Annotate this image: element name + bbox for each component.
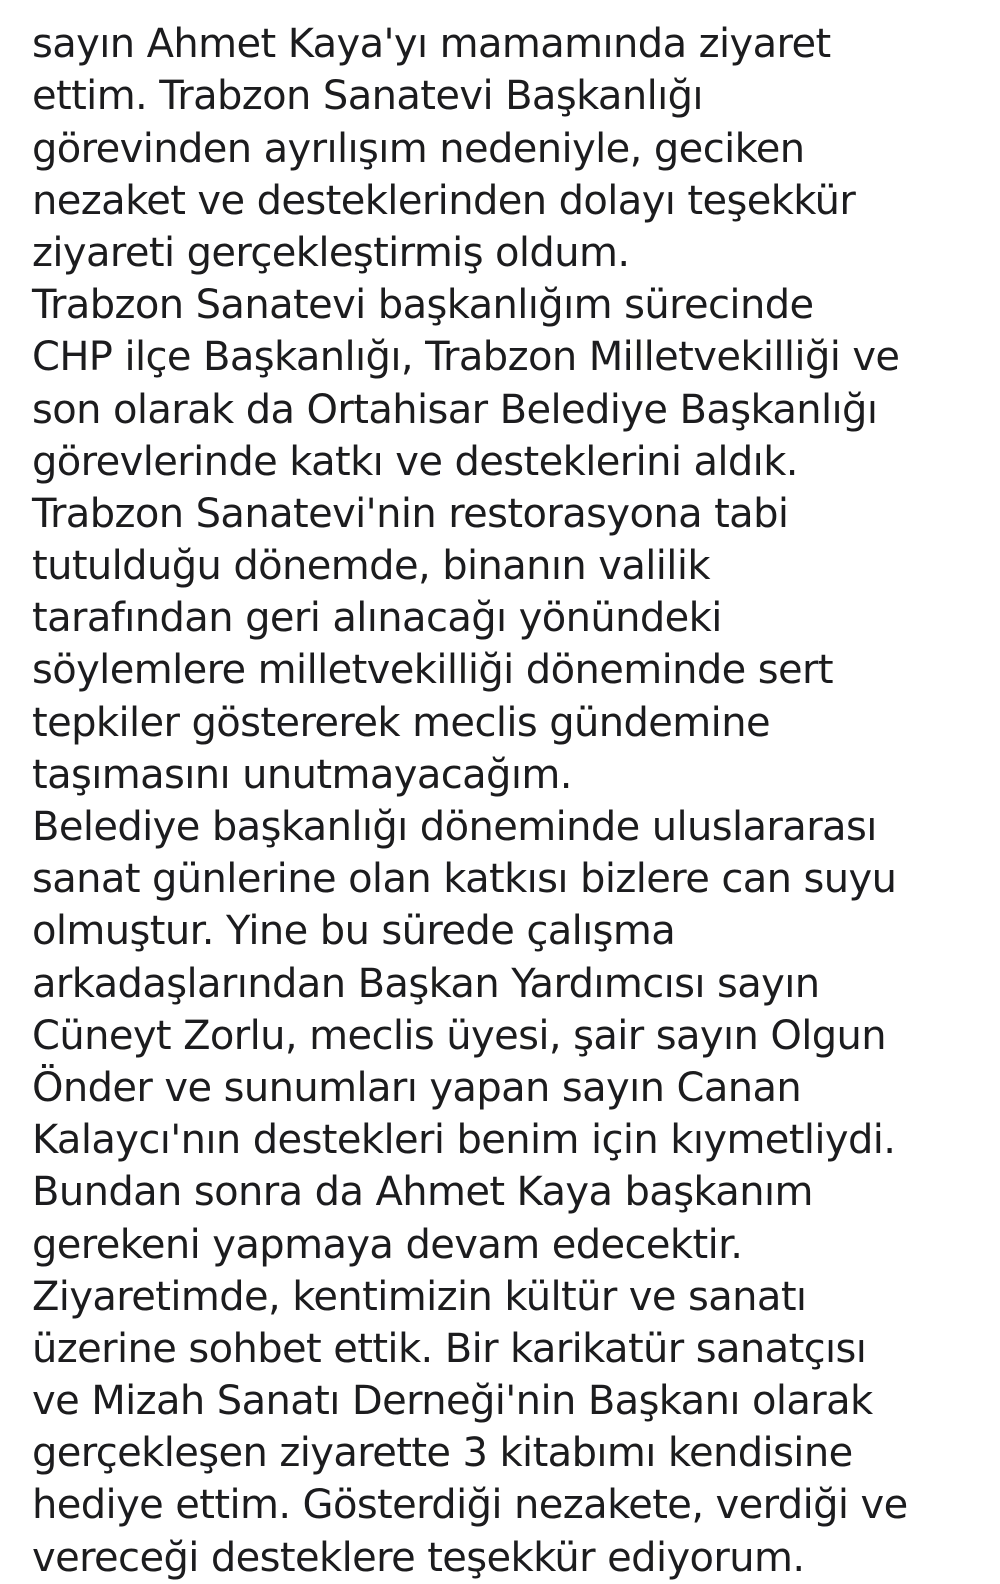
post-text-line-cut-top: [32, 0, 992, 18]
post-text-line: nezaket ve desteklerinden dolayı teşekkür: [32, 177, 856, 224]
post-text-line: taşımasını unutmayacağım.: [32, 751, 572, 798]
post-text-line: gerçekleşen ziyarette 3 kitabımı kendisine: [32, 1430, 853, 1477]
post-text-line: sayın Ahmet Kaya'yı mamamında ziyaret: [32, 21, 831, 68]
post-text-line: hediye ettim. Gösterdiği nezakete, verdiği ve: [32, 1482, 908, 1529]
post-text-line: ettim. Trabzon Sanatevi Başkanlığı: [32, 73, 703, 120]
post-text-line: tarafından geri alınacağı yönündeki: [32, 595, 722, 642]
post-text-line: Cüneyt Zorlu, meclis üyesi, şair sayın Olgun: [32, 1012, 887, 1059]
post-text-line: olmuştur. Yine bu sürede çalışma: [32, 908, 676, 955]
post-text-line: vereceği desteklere teşekkür ediyorum.: [32, 1534, 805, 1581]
post-text-line: arkadaşlarından Başkan Yardımcısı sayın: [32, 960, 820, 1007]
post-text-line: görevlerinde katkı ve desteklerini aldık.: [32, 438, 798, 485]
post-text-line: Belediye başkanlığı döneminde uluslararası: [32, 804, 877, 850]
post-text-line: Trabzon Sanatevi'nin restorasyona tabi: [32, 490, 789, 537]
post-text-line: sanat günlerine olan katkısı bizlere can suyu: [32, 856, 897, 903]
post-text-line: ve Mizah Sanatı Derneği'nin Başkanı olarak: [32, 1378, 873, 1425]
post-text-body: [32, 0, 992, 1584]
post-text-line: tepkiler göstererek meclis gündemine: [32, 699, 770, 746]
post-text-line: Kalaycı'nın destekleri benim için kıymetliydi.: [32, 1117, 896, 1164]
post-text-line: üzerine sohbet ettik. Bir karikatür sanatçısı: [32, 1325, 867, 1372]
post-text-line: Bundan sonra da Ahmet Kaya başkanım: [32, 1169, 813, 1216]
post-text-line: CHP ilçe Başkanlığı, Trabzon Milletvekilliği ve: [32, 334, 900, 381]
post-text-line: Trabzon Sanatevi başkanlığım sürecinde: [32, 282, 814, 329]
post-text-line: söylemlere milletvekilliği döneminde sert: [32, 647, 833, 694]
post-text-line: tutulduğu dönemde, binanın valilik: [32, 543, 710, 590]
post-text-line: Ziyaretimde, kentimizin kültür ve sanatı: [32, 1273, 807, 1320]
post-text-line: gerekeni yapmaya devam edecektir.: [32, 1221, 743, 1268]
post-text-line: son olarak da Ortahisar Belediye Başkanlığı: [32, 386, 878, 433]
post-text-line: ziyareti gerçekleştirmiş oldum.: [32, 229, 630, 276]
post-text-line: görevinden ayrılışım nedeniyle, geciken: [32, 125, 805, 172]
post-text-line: Önder ve sunumları yapan sayın Canan: [32, 1064, 802, 1111]
